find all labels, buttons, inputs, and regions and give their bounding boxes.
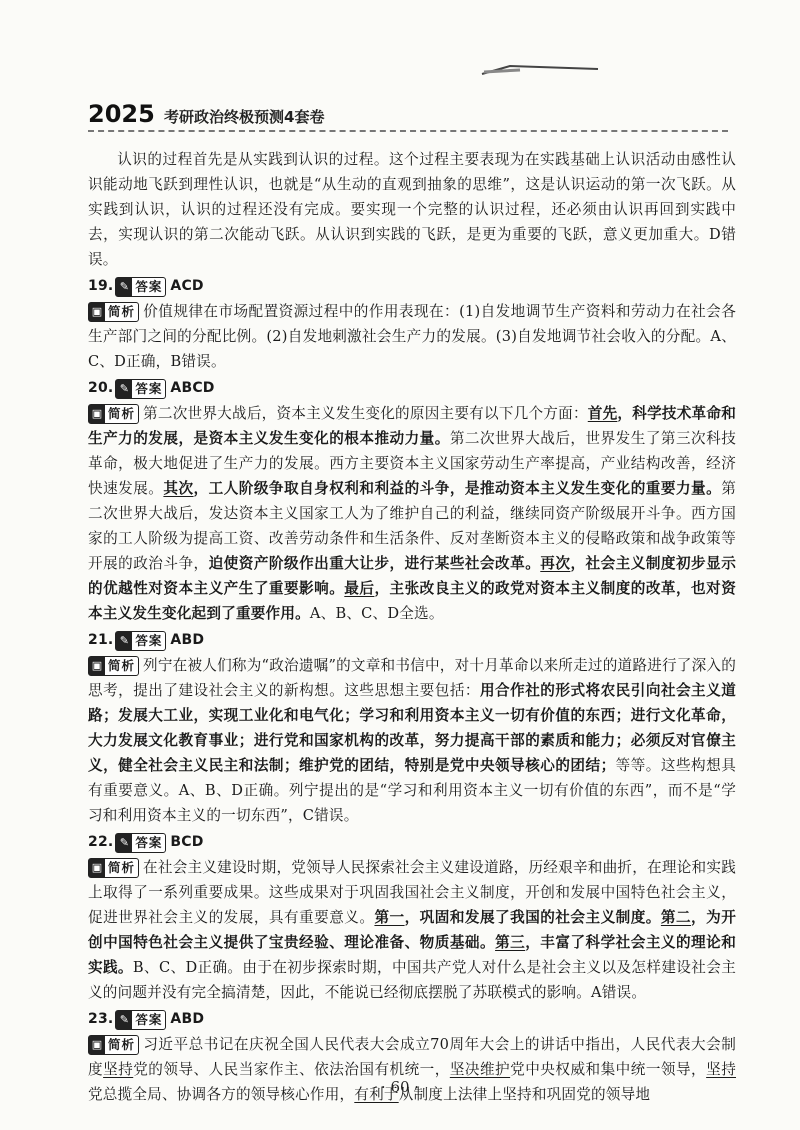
analysis-badge xyxy=(88,404,139,424)
emphasis-underlined: 其次 xyxy=(163,480,194,497)
emphasis-bold: ，社会主义制度初步显示的优越性对资本主义产生了重要影响。 xyxy=(88,555,736,597)
analysis-badge xyxy=(88,858,139,878)
emphasis-underlined: 再次 xyxy=(540,555,571,572)
emphasis-bold: ，主张改良主义的政党对资本主义制度的改革，也对资本主义发生变化起到了重要作用。 xyxy=(88,580,736,622)
question-header xyxy=(88,274,736,299)
emphasis-underlined: 第一 xyxy=(374,909,405,926)
question-list xyxy=(88,274,736,1107)
question-header xyxy=(88,1007,736,1032)
corner-scan-mark xyxy=(480,60,600,78)
analysis-icon: ▣ xyxy=(89,859,105,877)
answer-value: ABD xyxy=(170,1011,205,1027)
question-header xyxy=(88,376,736,401)
question-header xyxy=(88,628,736,653)
question-number: 22. xyxy=(88,834,114,850)
analysis-text: 在社会主义建设时期，党领导人民探索社会主义建设道路，历经艰辛和曲折，在理论和实践上取得了一系列重要成果。这些成果对于巩固我国社会主义制度，开创和发展中国特色社会主义，促进世界社会主义的发展，具有重要意义。 xyxy=(88,859,736,926)
emphasis-bold: ，为开创中国特色社会主义提供了宝贵经验、理论准备、物质基础。 xyxy=(88,909,736,951)
page-number: · 60 · xyxy=(380,1078,420,1096)
answer-value: ACD xyxy=(170,278,204,294)
question-number: 20. xyxy=(88,380,114,396)
question-number: 23. xyxy=(88,1011,114,1027)
answer-label: 答案 xyxy=(135,278,163,294)
emphasis-underlined: 第二 xyxy=(660,909,692,926)
analysis-paragraph xyxy=(88,653,736,828)
emphasis-bold: ，巩固和发展了我国的社会主义制度。 xyxy=(404,909,661,926)
page-header xyxy=(88,100,748,136)
analysis-icon: ▣ xyxy=(89,405,105,423)
answer-icon: ✎ xyxy=(116,834,132,852)
emphasis-bold: 用合作社的形式将农民引向社会主义道路；发展大工业，实现工业化和电气化；学习和利用资本主义一切有价值的东西；进行文化革命，大力发展文化教育事业；进行党和国家机构的改革，努力提高干部的素质和能力；必须反对官僚主义，健全社会主义民主和法制；维护党的团结，特别是党中央领导核心的团结； xyxy=(88,682,736,774)
underlined-text: 坚持 xyxy=(103,1061,134,1078)
analysis-label: 简析 xyxy=(108,406,136,421)
analysis-text: 第二次世界大战后，资本主义发生变化的原因主要有以下几个方面： xyxy=(143,405,588,422)
analysis-paragraph xyxy=(88,855,736,1005)
analysis-text: 从制度上法律上坚持和巩固党的领导地 xyxy=(398,1086,651,1103)
analysis-label: 简析 xyxy=(108,860,136,875)
page-content xyxy=(88,147,736,1107)
analysis-paragraph xyxy=(88,401,736,626)
answer-badge xyxy=(115,631,166,651)
analysis-label: 简析 xyxy=(108,304,136,319)
analysis-text: 第二次世界大战后，世界发生了第三次科技革命，极大地促进了生产力的发展。西方主要资本主义国家劳动生产率提高，产业结构改善，经济快速发展。 xyxy=(88,430,736,497)
analysis-text: A、B、C、D全选。 xyxy=(309,605,444,622)
intro-paragraph: 认识的过程首先是从实践到认识的过程。这个过程主要表现为在实践基础上认识活动由感性认识能动地飞跃到理性认识，也就是“从生动的直观到抽象的思维”，这是认识运动的第一次飞跃。从实践到认识，认识的过程还没有完成。要实现一个完整的认识过程，还必须由认识再回到实践中去，实现认识的第二次能动飞跃。从认识到实践的飞跃，是更为重要的飞跃，意义更加重大。D错误。 xyxy=(88,151,736,268)
analysis-text: 等等。这些构想具有重要意义。A、B、D正确。列宁提出的是“学习和利用资本主义一切有价值的东西”，而不是“学习和利用资本主义的一切东西”，C错误。 xyxy=(88,757,736,824)
answer-icon: ✎ xyxy=(116,1011,132,1029)
emphasis-underlined: 第三 xyxy=(495,934,526,951)
emphasis-underlined: 首先 xyxy=(587,405,618,422)
emphasis-bold: ，科学技术革命和生产力的发展，是资本主义发生变化的根本推动力量。 xyxy=(88,405,736,447)
analysis-icon: ▣ xyxy=(89,1036,105,1054)
analysis-text: B、C、D正确。由于在初步探索时期，中国共产党人对什么是社会主义以及怎样建设社会主义的问题并没有完全搞清楚，因此，不能说已经彻底摆脱了苏联模式的影响。A错误。 xyxy=(88,959,736,1001)
analysis-text: 价值规律在市场配置资源过程中的作用表现在：(1)自发地调节生产资料和劳动力在社会各生产部门之间的分配比例。(2)自发地刺激社会生产力的发展。(3)自发地调节社会收入的分配。A、C、D正确，B错误。 xyxy=(88,303,736,370)
answer-label: 答案 xyxy=(135,380,163,396)
header-rule xyxy=(88,130,728,132)
analysis-badge xyxy=(88,302,139,322)
question-number: 19. xyxy=(88,278,114,294)
answer-badge xyxy=(115,277,166,297)
analysis-badge xyxy=(88,656,139,676)
answer-value: ABD xyxy=(170,632,205,648)
emphasis-bold: ，工人阶级争取自身权利和利益的斗争，是推动资本主义发生变化的重要力量。 xyxy=(193,480,722,497)
answer-label: 答案 xyxy=(135,632,163,648)
analysis-text: 党中央权威和集中统一领导， xyxy=(510,1061,707,1078)
analysis-label: 简析 xyxy=(108,658,136,673)
analysis-icon: ▣ xyxy=(89,657,105,675)
analysis-text: 党的领导、人民当家作主、依法治国有机统一， xyxy=(133,1061,450,1078)
answer-badge xyxy=(115,1010,166,1030)
question-header xyxy=(88,830,736,855)
answer-icon: ✎ xyxy=(116,632,132,650)
question-number: 21. xyxy=(88,632,114,648)
answer-label: 答案 xyxy=(135,1011,163,1027)
underlined-text: 坚持 xyxy=(706,1061,736,1078)
answer-label: 答案 xyxy=(135,834,163,850)
analysis-label: 简析 xyxy=(108,1037,136,1052)
answer-value: BCD xyxy=(170,834,204,850)
underlined-text: 有利于 xyxy=(354,1086,399,1103)
analysis-text: 习近平总书记在庆祝全国人民代表大会成立70周年大会上的讲话中指出，人民代表大会制度 xyxy=(88,1036,736,1078)
header-subtitle: 考研政治终极预测4套卷 xyxy=(164,108,325,126)
header-year: 2025 xyxy=(88,100,155,128)
underlined-text: 坚决维护 xyxy=(449,1061,511,1078)
answer-badge xyxy=(115,379,166,399)
analysis-text: 党总揽全局、协调各方的领导核心作用， xyxy=(88,1086,355,1103)
analysis-text: 列宁在被人们称为“政治遗嘱”的文章和书信中，对十月革命以来所走过的道路进行了深入的思考，提出了建设社会主义的新构想。这些思想主要包括： xyxy=(88,657,736,699)
analysis-text: 第二次世界大战后，发达资本主义国家工人为了维护自己的利益，继续同资产阶级展开斗争。西方国家的工人阶级为提高工资、改善劳动条件和生活条件、反对垄断资本主义的侵略政策和战争政策等开展的政治斗争， xyxy=(88,480,736,572)
answer-icon: ✎ xyxy=(116,278,132,296)
emphasis-bold: 迫使资产阶级作出重大让步，进行某些社会改革。 xyxy=(208,555,541,572)
analysis-badge xyxy=(88,1035,139,1055)
answer-badge xyxy=(115,833,166,853)
analysis-icon: ▣ xyxy=(89,303,105,321)
answer-icon: ✎ xyxy=(116,380,132,398)
emphasis-bold: ，丰富了科学社会主义的理论和实践。 xyxy=(88,934,736,976)
answer-value: ABCD xyxy=(170,380,215,396)
emphasis-underlined: 最后 xyxy=(344,580,375,597)
analysis-paragraph xyxy=(88,299,736,374)
